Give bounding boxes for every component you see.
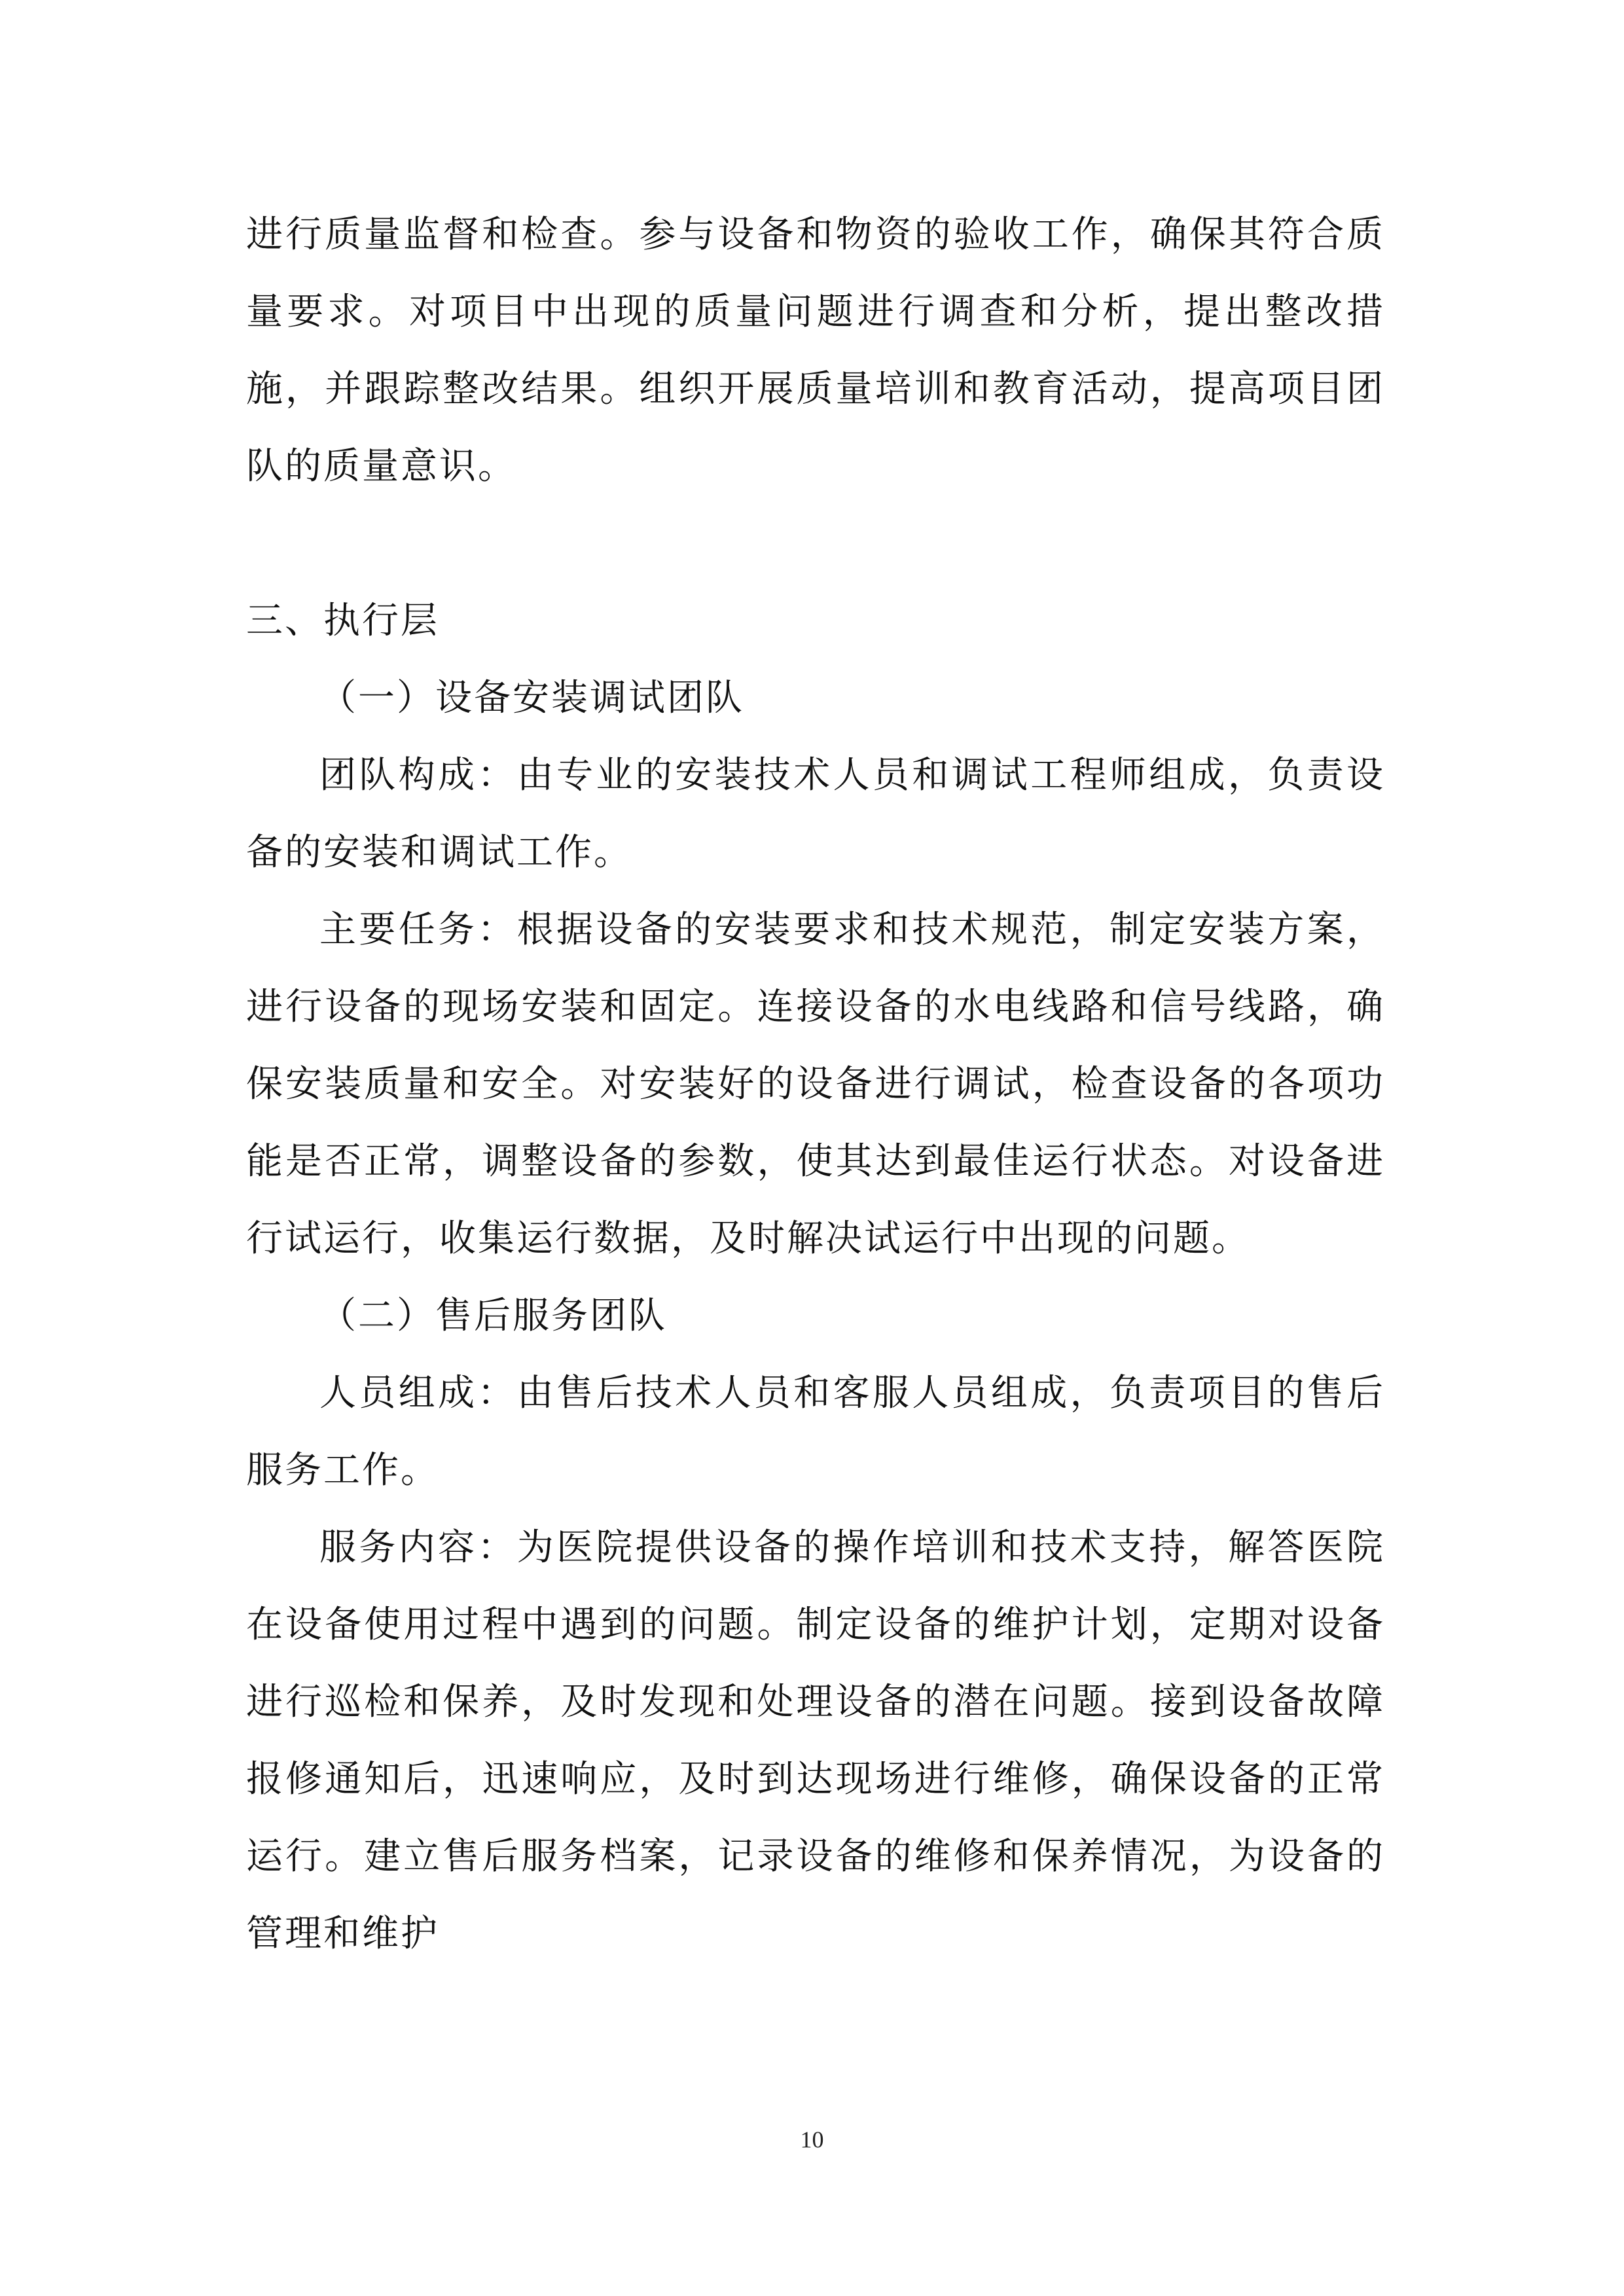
page-number: 10 <box>800 2126 824 2153</box>
paragraph-quality-continued: 进行质量监督和检查。参与设备和物资的验收工作，确保其符合质量要求。对项目中出现的质量问题进行调查和分析，提出整改措施，并跟踪整改结果。组织开展质量培训和教育活动，提高项目团队的质量意识。 <box>246 213 1385 488</box>
subheading-installation-team: （一）设备安装调试团队 <box>319 677 744 719</box>
paragraph-installation-tasks: 主要任务：根据设备的安装要求和技术规范，制定安装方案，进行设备的现场安装和固定。连接设备的水电线路和信号线路，确保安装质量和安全。对安装好的设备进行调试，检查设备的各项功能是否正常，调整设备的参数，使其达到最佳运行状态。对设备进行试运行，收集运行数据，及时解决试运行中出现的问题。 <box>246 908 1385 1260</box>
paragraph-after-sales-service: 服务内容：为医院提供设备的操作培训和技术支持，解答医院在设备使用过程中遇到的问题。制定设备的维护计划，定期对设备进行巡检和保养，及时发现和处理设备的潜在问题。接到设备故障报修通知后，迅速响应，及时到达现场进行维修，确保设备的正常运行。建立售后服务档案，记录设备的维修和保养情况，为设备的管理和维护 <box>246 1526 1385 1955</box>
paragraph-after-sales-composition: 人员组成：由售后技术人员和客服人员组成，负责项目的售后服务工作。 <box>246 1372 1385 1492</box>
document-body <box>246 196 1385 1973</box>
subheading-after-sales-team: （二）售后服务团队 <box>319 1295 667 1337</box>
paragraph-installation-composition: 团队构成：由专业的安装技术人员和调试工程师组成，负责设备的安装和调试工作。 <box>246 754 1385 874</box>
section-heading-execution-layer: 三、执行层 <box>246 600 439 642</box>
